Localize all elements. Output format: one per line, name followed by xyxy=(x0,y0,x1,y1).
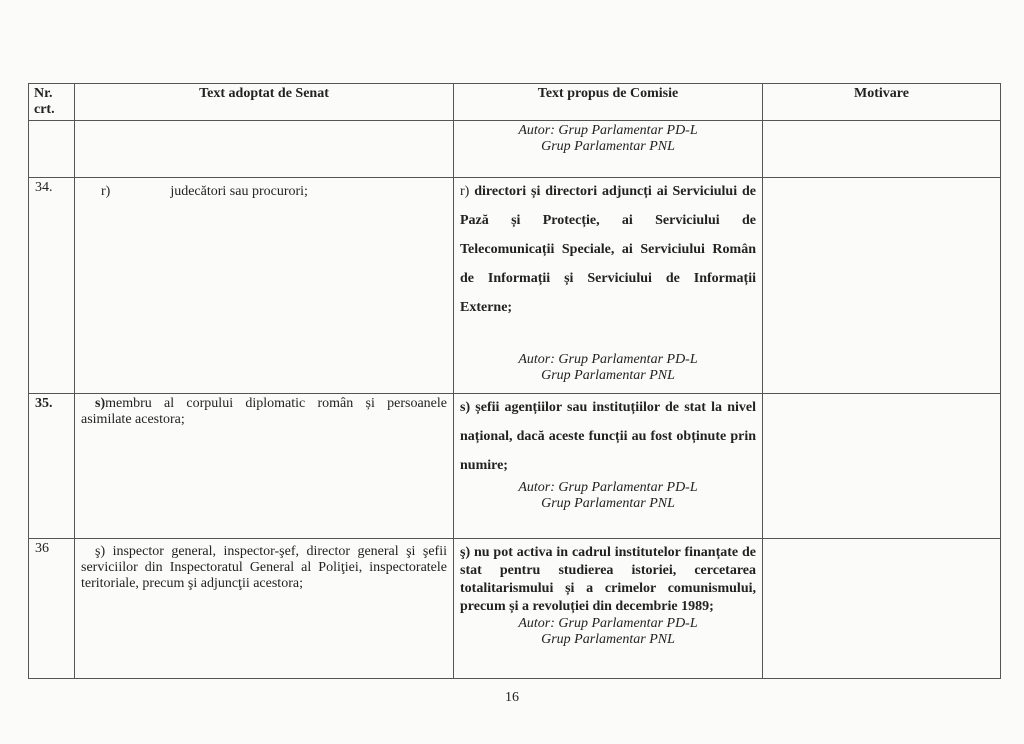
senat-text: judecători sau procurori; xyxy=(170,184,308,199)
author-line: Grup Parlamentar PNL xyxy=(541,139,675,154)
author-line: Grup Parlamentar PNL xyxy=(541,496,675,511)
author-line: Autor: Grup Parlamentar PD-L xyxy=(518,616,698,631)
row-senat xyxy=(75,121,454,178)
senat-text: ş) inspector general, inspector-şef, director general şi şefii serviciilor din Inspectoratul General al Poliţiei, inspectoratele teritoriale, precum şi adjuncţii acestora; xyxy=(81,544,447,591)
row-nr: 35. xyxy=(29,394,75,539)
row-motivare xyxy=(763,121,1001,178)
header-senat: Text adoptat de Senat xyxy=(75,84,454,121)
row-motivare xyxy=(763,394,1001,539)
author-line: Autor: Grup Parlamentar PD-L xyxy=(518,352,698,367)
header-nr: Nr. crt. xyxy=(29,84,75,121)
table-row xyxy=(29,178,1001,394)
comisie-prefix: r) xyxy=(460,184,470,199)
author-line: Grup Parlamentar PNL xyxy=(541,368,675,383)
table-row xyxy=(29,121,1001,178)
row-motivare xyxy=(763,539,1001,679)
row-senat xyxy=(75,539,454,679)
author-line: Autor: Grup Parlamentar PD-L xyxy=(518,480,698,495)
comisie-text: directori și directori adjuncți ai Serviciului de Pază și Protecție, ai Serviciului de Telecomunicații Speciale, ai Serviciului Român de Informații și Serviciului de Informații Externe; xyxy=(460,184,757,315)
senat-prefix: r) xyxy=(101,184,111,199)
senat-text: membru al corpului diplomatic român și persoanele asimilate acestora; xyxy=(81,396,447,427)
row-motivare xyxy=(763,178,1001,394)
table-row xyxy=(29,539,1001,679)
row-comisie xyxy=(454,121,763,178)
senat-prefix: s) xyxy=(95,396,106,411)
comisie-text: ş) nu pot activa in cadrul institutelor finanțate de stat pentru studierea istoriei, cercetarea totalitarismului și a crimelor comunismului, precum și a revoluției din decembrie 1989; xyxy=(460,545,756,614)
row-comisie xyxy=(454,539,763,679)
author-line: Grup Parlamentar PNL xyxy=(541,632,675,647)
amendments-table xyxy=(28,83,1001,679)
author-line: Autor: Grup Parlamentar PD-L xyxy=(518,123,698,138)
row-comisie xyxy=(454,178,763,394)
header-comisie: Text propus de Comisie xyxy=(454,84,763,121)
row-comisie xyxy=(454,394,763,539)
row-senat xyxy=(75,178,454,394)
header-row xyxy=(29,84,1001,121)
header-motivare: Motivare xyxy=(763,84,1001,121)
row-nr xyxy=(29,121,75,178)
row-senat xyxy=(75,394,454,539)
table-row xyxy=(29,394,1001,539)
row-nr: 34. xyxy=(29,178,75,394)
page-number: 16 xyxy=(505,690,519,705)
row-nr: 36 xyxy=(29,539,75,679)
comisie-text: s) șefii agențiilor sau instituțiilor de stat la nivel național, dacă aceste funcții au fost obținute prin numire; xyxy=(460,400,756,473)
